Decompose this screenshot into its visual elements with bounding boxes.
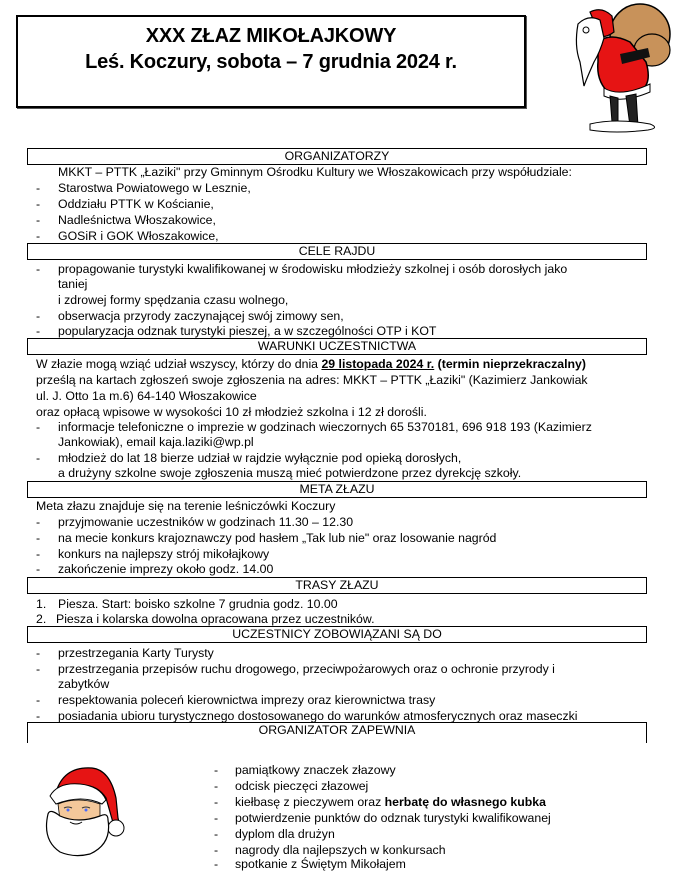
route-number: 2. [36,612,47,626]
list-item: potwierdzenie punktów do odznak turystyki kwalifikowanej [235,811,551,825]
bullet: - [36,709,41,723]
list-item-continuation: taniej [58,277,88,291]
deadline-note: (termin nieprzekraczalny) [434,357,586,371]
bullet: - [36,531,41,545]
conditions-paragraph-2: prześlą na kartach zgłoszeń swoje zgłoszenia na adres: MKKT – PTTK „Łaziki" (Kazimierz Jankowiak [36,373,588,387]
conditions-text: W złazie mogą wziąć udział wszyscy, którzy do dnia [36,357,322,371]
bullet: - [214,827,219,841]
bullet: - [36,693,41,707]
bullet: - [36,646,41,660]
list-item: zakończenie imprezy około godz. 14.00 [58,562,274,576]
list-item: propagowanie turystyki kwalifikowanej w środowisku młodzieży szkolnej i osób dorosłych jako [58,262,568,276]
bullet: - [36,562,41,576]
bullet: - [36,662,41,676]
list-item-continuation: zabytków [58,677,110,691]
bullet: - [36,229,41,243]
bullet: - [36,420,41,434]
bullet: - [214,811,219,825]
list-item-continuation: a drużyny szkolne swoje zgłoszenia muszą mieć potwierdzone przez dyrekcję szkoły. [58,466,522,480]
section-heading-zobowiazani: UCZESTNICY ZOBOWIĄZANI SĄ DO [27,626,647,643]
route-item: Piesza i kolarska dowolna opracowana przez uczestników. [56,612,375,626]
list-item: przestrzegania przepisów ruchu drogowego, przeciwpożarowych oraz o ochronie przyrody i [58,662,555,676]
section-heading-cele: CELE RAJDU [27,243,647,260]
bullet: - [36,451,41,465]
list-item: posiadania ubioru turystycznego dostosowanego do warunków atmosferycznych oraz maseczki [58,709,578,723]
list-item: popularyzacja odznak turystyki pieszej, a w szczególności OTP i KOT [58,324,437,338]
santa-with-sack-icon [560,2,675,134]
bullet: - [214,843,219,857]
section-heading-warunki: WARUNKI UCZESTNICTWA [27,338,647,355]
bullet: - [36,213,41,227]
list-item: młodzież do lat 18 bierze udział w rajdzie wyłącznie pod opieką dorosłych, [58,451,462,465]
bullet: - [36,309,41,323]
list-item: obserwacja przyrody zaczynającej swój zimowy sen, [58,309,344,323]
list-item: na mecie konkurs krajoznawczy pod hasłem „Tak lub nie" oraz losowanie nagród [58,531,497,545]
route-number: 1. [36,597,47,611]
bullet: - [214,779,219,793]
bullet: - [36,515,41,529]
section-heading-organizatorzy: ORGANIZATORZY [27,148,647,165]
list-item: pamiątkowy znaczek złazowy [235,763,396,777]
conditions-paragraph-1 [36,357,586,371]
list-item: respektowania poleceń kierownictwa imprezy oraz kierownictwa trasy [58,693,436,707]
deadline-date: 29 listopada 2024 r. [321,357,435,371]
list-item: Oddziału PTTK w Kościanie, [58,197,214,211]
bullet: - [36,197,41,211]
section-heading-meta: META ZŁAZU [27,481,647,498]
list-item-text: kiełbasę z pieczywem oraz [235,795,385,809]
organizers-intro: MKKT – PTTK „Łaziki" przy Gminnym Ośrodku Kultury we Włoszakowicach przy współudziale: [58,165,572,179]
list-item: dyplom dla drużyn [235,827,335,841]
bullet: - [36,324,41,338]
list-item: informacje telefoniczne o imprezie w godzinach wieczornych 65 5370181, 696 918 193 (Kazimierz [58,420,592,434]
list-item-continuation: Jankowiak), email kaja.laziki@wp.pl [58,435,254,449]
bullet: - [36,262,41,276]
conditions-fee: oraz opłacą wpisowe w wysokości 10 zł młodzież szkolna i 12 zł dorośli. [36,405,427,419]
finish-location: Meta złazu znajduje się na terenie leśniczówki Koczury [36,499,336,513]
bullet: - [214,857,219,871]
section-heading-trasy: TRASY ZŁAZU [27,577,647,594]
list-item: Starostwa Powiatowego w Lesznie, [58,181,251,195]
list-item: nagrody dla najlepszych w konkursach [235,843,446,857]
list-item: spotkanie z Świętym Mikołajem [235,857,406,871]
tea-note: herbatę do własnego kubka [384,795,546,809]
bullet: - [36,547,41,561]
list-item: Nadleśnictwa Włoszakowice, [58,213,216,227]
bullet: - [214,763,219,777]
list-item: GOSiR i GOK Włoszakowice, [58,229,219,243]
event-title: XXX ZŁAZ MIKOŁAJKOWY [145,25,397,47]
santa-face-icon [34,758,130,858]
title-box [16,15,526,108]
list-item: konkurs na najlepszy strój mikołajkowy [58,547,270,561]
list-item [235,795,546,809]
section-heading-zapewnia: ORGANIZATOR ZAPEWNIA [27,722,647,743]
bullet: - [214,795,219,809]
list-item: przestrzegania Karty Turysty [58,646,214,660]
list-item: przyjmowanie uczestników w godzinach 11.30 – 12.30 [58,515,354,529]
list-item-continuation: i zdrowej formy spędzania czasu wolnego, [58,293,289,307]
list-item: odcisk pieczęci złazowej [235,779,369,793]
conditions-address: ul. J. Otto 1a m.6) 64-140 Włoszakowice [36,389,257,403]
event-subtitle: Leś. Koczury, sobota – 7 grudnia 2024 r. [85,51,457,73]
route-item: Piesza. Start: boisko szkolne 7 grudnia godz. 10.00 [58,597,338,611]
bullet: - [36,181,41,195]
